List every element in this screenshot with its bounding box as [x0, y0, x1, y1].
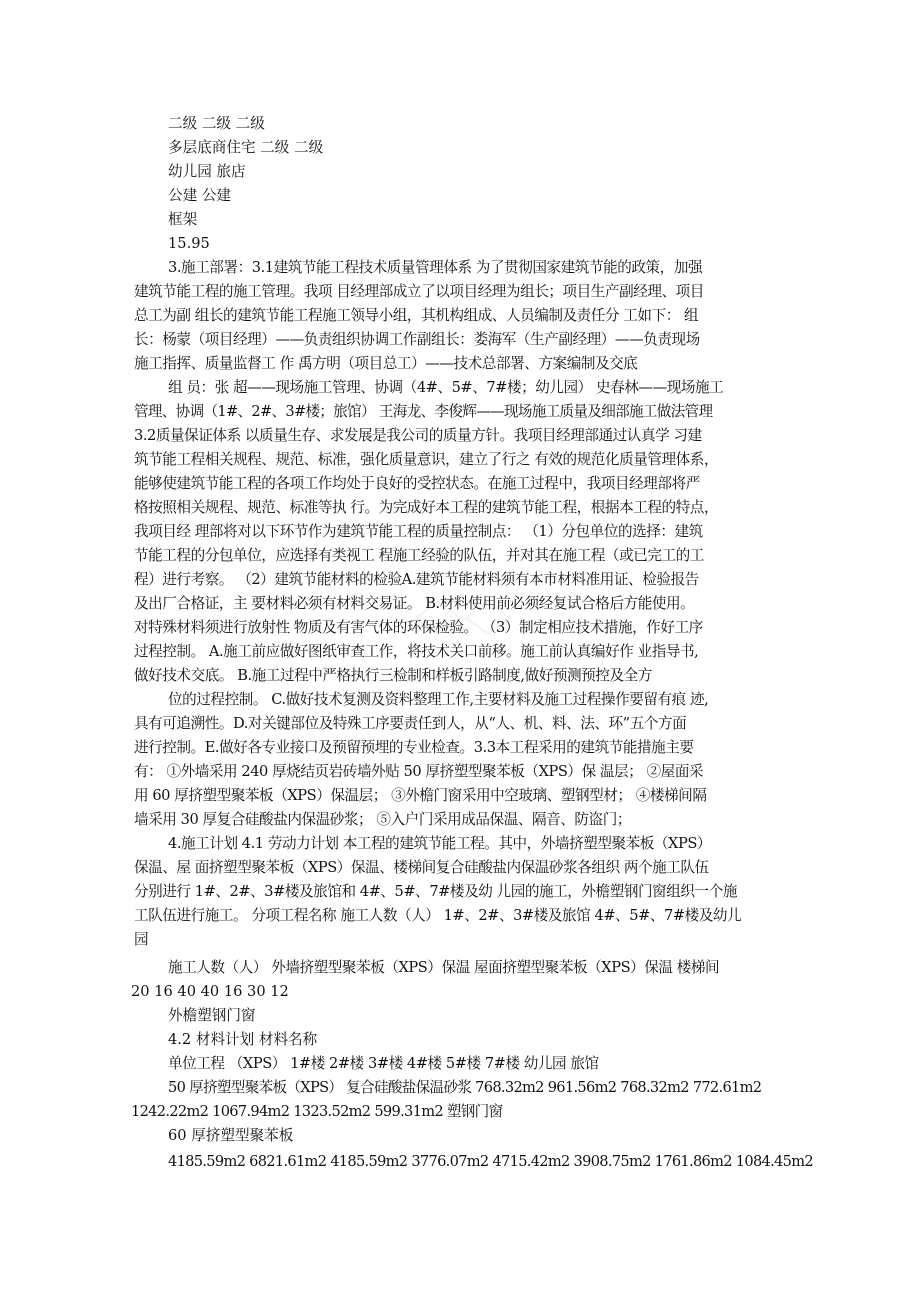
text-line: 建筑节能工程的施工管理。我项 目经理部成立了以项目经理为组长；项目生产副经理、项目 [134, 283, 704, 300]
text-line: 我项目经 理部将对以下环节作为建筑节能工程的质量控制点： （1）分包单位的选择：建筑 [134, 523, 703, 540]
text-line: 单位工程 （XPS） 1#楼 2#楼 3#楼 4#楼 5#楼 7#楼 幼儿园 旅馆 [168, 1055, 599, 1072]
text-line: 3.2质量保证体系 以质量生存、求发展是我公司的质量方针。我项目经理部通过认真学 习建 [134, 427, 702, 444]
text-line: 墙采用 30 厚复合硅酸盐内保温砂浆； ⑤入户门采用成品保温、隔音、防盗门； [134, 811, 631, 828]
text-line: 程）进行考察。 （2）建筑节能材料的检验A.建筑节能材料须有本市材料准用证、检验报告 [134, 571, 699, 588]
text-line: 对特殊材料须进行放射性 物质及有害气体的环保检验。 （3）制定相应技术措施，作好工序 [134, 619, 703, 636]
text-line: 能够使建筑节能工程的各项工作均处于良好的受控状态。在施工过程中，我项目经理部将严 [134, 475, 700, 492]
text-line: 用 60 厚挤塑型聚苯板（XPS）保温层； ③外檐门窗采用中空玻璃、塑钢型材； ④楼梯间隔 [134, 787, 707, 804]
text-line: 及出厂合格证，主 要材料必须有材料交易证。 B.材料使用前必须经复试合格后方能使用。 [134, 595, 695, 612]
text-line: 施工人数（人） 外墙挤塑型聚苯板（XPS）保温 屋面挤塑型聚苯板（XPS）保温 楼梯间 [168, 959, 720, 976]
text-line: 幼儿园 旅店 [168, 163, 246, 180]
text-line: 20 16 40 40 16 30 12 [131, 983, 289, 1000]
text-line: 筑节能工程相关规程、规范、标准，强化质量意识，建立了行之 有效的规范化质量管理体系， [134, 451, 719, 468]
text-line: 格按照相关规程、规范、标准等执 行。为完成好本工程的建筑节能工程，根据本工程的特点， [134, 499, 719, 516]
text-line: 15.95 [168, 235, 210, 252]
text-line: 60 厚挤塑型聚苯板 [168, 1127, 294, 1144]
text-line: 3.施工部署：3.1建筑节能工程技术质量管理体系 为了贯彻国家建筑节能的政策，加强 [168, 259, 703, 276]
text-line: 工队伍进行施工。 分项工程名称 施工人数（人） 1#、2#、3#楼及旅馆 4#、5#、7#楼及幼儿 [134, 907, 742, 924]
text-line: 具有可追溯性。D.对关键部位及特殊工序要责任到人，从“人、机、料、法、环”五个方面 [134, 715, 687, 732]
text-line: 做好技术交底。 B.施工过程中严格执行三检制和样板引路制度,做好预测预控及全方 [134, 667, 652, 684]
text-line: 进行控制。E.做好各专业接口及预留预埋的专业检查。3.3本工程采用的建筑节能措施主要 [134, 739, 694, 756]
text-line: 二级 二级 二级 [168, 115, 265, 132]
text-line: 位的过程控制。 C.做好技术复测及资料整理工作,主要材料及施工过程操作要留有痕 迹, [168, 691, 709, 708]
text-line: 园 [134, 931, 149, 948]
text-line: 分别进行 1#、2#、3#楼及旅馆和 4#、5#、7#楼及幼 儿园的施工，外檐塑钢门窗组织一个施 [134, 883, 737, 900]
text-line: 1242.22m2 1067.94m2 1323.52m2 599.31m2 塑钢门窗 [131, 1103, 503, 1120]
text-line: 有： ①外墙采用 240 厚烧结页岩砖墙外贴 50 厚挤塑型聚苯板（XPS）保 温层； ②屋面采 [134, 763, 704, 780]
text-line: 管理、协调（1#、2#、3#楼；旅馆） 王海龙、李俊辉——现场施工质量及细部施工做法管理 [134, 403, 713, 420]
text-line: 4.施工计划 4.1 劳动力计划 本工程的建筑节能工程。其中，外墙挤塑型聚苯板（XPS） [168, 835, 712, 852]
text-line: 过程控制。 A.施工前应做好图纸审查工作，将技术关口前移。施工前认真编好作 业指导书, [134, 643, 699, 660]
text-line: 框架 [168, 211, 198, 228]
text-line: 多层底商住宅 二级 二级 [168, 139, 324, 156]
text-line: 保温、屋 面挤塑型聚苯板（XPS）保温、楼梯间复合硅酸盐内保温砂浆各组织 两个施工队伍 [134, 859, 709, 876]
text-line: 4.2 材料计划 材料名称 [168, 1031, 318, 1048]
text-line: 总工为副 组长的建筑节能工程施工领导小组，其机构组成、人员编制及责任分 工如下： 组 [134, 307, 699, 324]
text-line: 4185.59m2 6821.61m2 4185.59m2 3776.07m2 4715.42m2 3908.75m2 1761.86m2 1084.45m2 [168, 1153, 813, 1170]
text-line: 节能工程的分包单位，应选择有类视工 程施工经验的队伍，并对其在施工程（或已完工的工 [134, 547, 704, 564]
text-line: 施工指挥、质量监督工 作 禹方明（项目总工）——技术总部署、方案编制及交底 [134, 355, 638, 372]
text-line: 外檐塑钢门窗 [168, 1007, 256, 1024]
text-line: 50 厚挤塑型聚苯板（XPS） 复合硅酸盐保温砂浆 768.32m2 961.56m2 768.32m2 772.61m2 [168, 1079, 762, 1096]
text-line: 组 员：张 超——现场施工管理、协调（4#、5#、7#楼；幼儿园） 史春林——现场施工 [168, 379, 724, 396]
text-line: 长：杨蒙（项目经理）——负责组织协调工作副组长：娄海军（生产副经理）——负责现场 [134, 331, 700, 348]
text-line: 公建 公建 [168, 187, 232, 204]
